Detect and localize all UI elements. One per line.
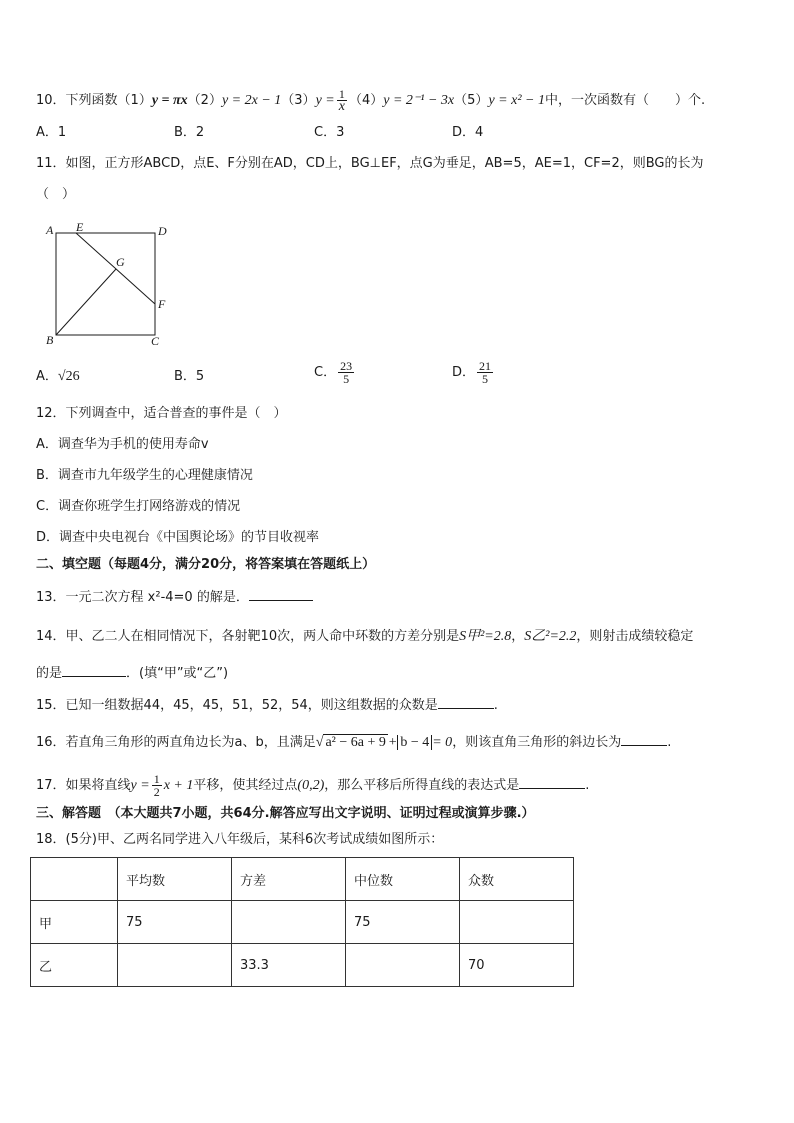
- q10-prefix: 10．下列函数（1）: [36, 93, 152, 108]
- q11-choice-c-fraction: [338, 360, 354, 385]
- q17-lhs: y =: [130, 778, 150, 793]
- q16-end: .: [667, 735, 672, 750]
- table-header-cell: [31, 858, 118, 901]
- question-18: 18．(5分)甲、乙两名同学进入八年级后，某科6次考试成绩如图所示：: [36, 832, 444, 847]
- table-cell: 70: [460, 944, 574, 987]
- q18-score-table: [30, 857, 574, 987]
- q10-choice-d[interactable]: D．4: [452, 125, 484, 140]
- q16-answer-blank[interactable]: [621, 733, 667, 746]
- table-cell: 75: [118, 901, 232, 944]
- q17-point: (0,2): [297, 778, 325, 793]
- q14-text-c: 的是: [36, 666, 63, 681]
- q17-numerator: 1: [153, 772, 160, 786]
- label-b: B: [46, 333, 54, 347]
- q17-text-a: 17．如果将直线: [36, 778, 131, 793]
- q10-label-5: （5）: [454, 93, 489, 108]
- q11-d-numerator: 21: [479, 359, 492, 373]
- label-a: A: [46, 223, 54, 237]
- table-cell[interactable]: [346, 944, 460, 987]
- table-cell: 33.3: [232, 944, 346, 987]
- question-14-line-1: [36, 628, 693, 646]
- table-cell: 75: [346, 901, 460, 944]
- table-header-cell: 方差: [232, 858, 346, 901]
- question-11: 11．如图，正方形ABCD，点E、F分别在AD，CD上，BG⊥EF，点G为垂足，AB=5，AE=1，CF=2，则BG的长为: [36, 156, 704, 171]
- q17-denominator: 2: [153, 785, 160, 799]
- q10-suffix: 中，一次函数有（ ）个.: [544, 93, 706, 108]
- q11-choice-d[interactable]: [452, 360, 495, 385]
- q14-variance-yi: S乙²=2.2: [524, 629, 577, 644]
- q10-function-4: y = 2⁻¹ − 3x: [383, 93, 455, 108]
- table-cell[interactable]: [460, 901, 574, 944]
- label-g: G: [116, 255, 125, 269]
- square-abcd: [56, 233, 155, 335]
- q13-text: 13．一元二次方程 x²-4=0 的解是．: [36, 590, 249, 605]
- label-e: E: [76, 220, 84, 234]
- q17-end: .: [585, 778, 590, 793]
- q11-choice-a-label: A．: [36, 369, 58, 384]
- q17-rhs: x + 1: [163, 778, 194, 793]
- q10-choice-a[interactable]: A．1: [36, 125, 67, 140]
- q16-abs: b − 4: [397, 735, 432, 750]
- table-cell[interactable]: [232, 901, 346, 944]
- q14-text-a: 14．甲、乙二人在相同情况下，各射靶10次，两人命中环数的方差分别是: [36, 629, 460, 644]
- q12-choice-a[interactable]: A．调查华为手机的使用寿命v: [36, 437, 209, 452]
- q11-square-figure: [40, 218, 180, 350]
- section-3-heading: 三、解答题 （本大题共7小题，共64分.解答应写出文字说明、证明过程或演算步骤.）: [36, 806, 535, 821]
- question-10: [36, 88, 705, 113]
- question-16: [36, 733, 671, 752]
- q16-text-a: 16．若直角三角形的两直角边长为a、b，且满足: [36, 735, 316, 750]
- q17-fraction: [152, 773, 162, 798]
- q16-plus: +: [387, 735, 398, 750]
- table-header-cell: 众数: [460, 858, 574, 901]
- q10-function-1: y = πx: [151, 93, 188, 108]
- q12-choice-d[interactable]: D．调查中央电视台《中国舆论场》的节目收视率: [36, 530, 320, 545]
- q10-choice-b[interactable]: B．2: [174, 125, 205, 140]
- label-c: C: [151, 334, 160, 348]
- q11-choice-c-label: C．: [314, 365, 337, 380]
- question-17: [36, 773, 589, 798]
- q11-choice-d-label: D．: [452, 365, 476, 380]
- q10-f3-denominator: x: [338, 99, 345, 114]
- table-cell: 乙: [31, 944, 118, 987]
- question-15: [36, 696, 498, 715]
- q17-answer-blank[interactable]: [519, 776, 585, 789]
- label-d: D: [158, 224, 167, 238]
- q10-function-3-lhs: y =: [315, 93, 335, 108]
- q17-text-c: ，那么平移后所得直线的表达式是: [324, 778, 520, 793]
- q10-label-4: （4）: [348, 93, 384, 108]
- q11-choice-c[interactable]: [314, 360, 356, 385]
- q11-answer-paren: （ ）: [36, 187, 76, 202]
- segment-bg: [56, 269, 116, 335]
- q15-end: .: [493, 698, 498, 713]
- question-13: [36, 588, 313, 607]
- q10-f3-numerator: 1: [337, 88, 347, 101]
- q11-d-denominator: 5: [482, 372, 489, 386]
- question-14-line-2: [36, 664, 228, 683]
- q11-choice-a[interactable]: [36, 368, 80, 386]
- table-cell[interactable]: [118, 944, 232, 987]
- table-row: [31, 901, 574, 944]
- q14-text-b: ，则射击成绩较稳定: [576, 629, 694, 644]
- q16-text-b: ，则该直角三角形的斜边长为: [452, 735, 622, 750]
- q14-separator: ，: [511, 629, 525, 644]
- q14-variance-jia: S甲²=2.8: [459, 629, 512, 644]
- q10-label-3: （3）: [281, 93, 316, 108]
- q10-function-2: y = 2x − 1: [221, 93, 282, 108]
- q12-choice-c[interactable]: C．调查你班学生打网络游戏的情况: [36, 499, 241, 514]
- q14-answer-blank[interactable]: [62, 664, 126, 677]
- q16-radical: √ a² − 6a + 9: [315, 735, 386, 750]
- section-2-heading: 二、填空题（每题4分，满分20分，将答案填在答题纸上）: [36, 557, 376, 572]
- q14-text-d: ．(填“甲”或“乙”): [126, 666, 229, 681]
- q15-text: 15．已知一组数据44，45，45，51，52，54，则这组数据的众数是: [36, 698, 438, 713]
- q10-choice-c[interactable]: C．3: [314, 125, 345, 140]
- table-header-row: [31, 858, 574, 901]
- table-header-cell: 平均数: [118, 858, 232, 901]
- table-row: [31, 944, 574, 987]
- q10-function-3-fraction: [337, 88, 347, 113]
- q10-function-5: y = x² − 1: [488, 93, 545, 108]
- q15-answer-blank[interactable]: [438, 696, 494, 709]
- q11-choice-a-value: √26: [57, 369, 80, 384]
- table-header-cell: 中位数: [346, 858, 460, 901]
- q17-text-b: 平移，使其经过点: [193, 778, 298, 793]
- q10-label-2: （2）: [187, 93, 222, 108]
- q16-equals: = 0: [432, 735, 453, 750]
- q11-c-numerator: 23: [340, 359, 353, 373]
- q11-choice-d-fraction: [477, 360, 493, 385]
- q11-c-denominator: 5: [343, 372, 350, 386]
- q16-radicand: a² − 6a + 9: [325, 735, 386, 750]
- question-12: 12．下列调查中，适合普查的事件是（ ）: [36, 406, 287, 421]
- q13-answer-blank[interactable]: [249, 588, 313, 601]
- q11-choice-b[interactable]: B．5: [174, 369, 205, 384]
- table-cell: 甲: [31, 901, 118, 944]
- q12-choice-b[interactable]: B．调查市九年级学生的心理健康情况: [36, 468, 253, 483]
- label-f: F: [158, 297, 166, 311]
